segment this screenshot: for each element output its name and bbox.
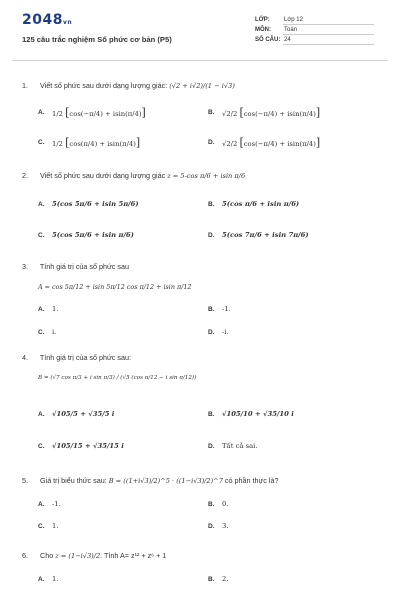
question-formula: (√2 + i√2)/(1 − i√3): [169, 82, 235, 90]
question-text-after: . Tính A= z¹² + z⁶ + 1: [100, 551, 167, 560]
option-a[interactable]: [38, 106, 146, 119]
option-value: √2/2 [cos(−π/4) + isin(π/4)]: [222, 106, 321, 119]
option-c[interactable]: [38, 442, 124, 450]
exam-meta: [255, 15, 374, 45]
site-logo[interactable]: [22, 12, 72, 28]
meta-row-class: [255, 15, 374, 25]
question-number: 3.: [22, 262, 28, 271]
option-value: √105/5 + √35/5 i: [52, 410, 115, 418]
option-letter: D.: [208, 139, 215, 146]
option-b[interactable]: [208, 575, 229, 583]
question-2: [22, 171, 245, 180]
meta-row-subject: [255, 25, 374, 35]
option-value: 1.: [52, 522, 59, 530]
option-letter: C.: [38, 231, 45, 239]
option-arg: π/4: [302, 110, 314, 118]
question-formula: B = (√7 cos π/3 + i sin π/3) / (√5 (cos π/12 − i sin π/12)): [38, 375, 197, 381]
question-3: [22, 262, 129, 271]
option-arg: 7π/6: [244, 231, 262, 239]
option-d[interactable]: [208, 136, 320, 149]
question-5: [22, 476, 278, 485]
meta-key: MÔN:: [255, 27, 271, 33]
option-letter: C.: [38, 139, 45, 146]
option-a[interactable]: [38, 410, 114, 418]
option-arg: π/4: [127, 110, 139, 118]
option-arg: 7π/6: [288, 231, 306, 239]
option-letter: B.: [208, 575, 215, 583]
meta-key: LỚP:: [255, 17, 270, 23]
option-value: 5(cos 5π/6 + isin π/6): [52, 231, 134, 239]
page-title: 125 câu trắc nghiệm Số phức cơ bản (P5): [22, 35, 172, 44]
option-b[interactable]: [208, 200, 299, 208]
option-arg: π/4: [302, 140, 314, 148]
question-text: Tính giá trị của số phức sau: [39, 262, 129, 271]
option-c[interactable]: [38, 136, 140, 149]
option-value: 5(cos 7π/6 + isin 7π/6): [222, 231, 309, 239]
question-formula: z = 5-cos π/6 + isin π/6: [167, 172, 246, 180]
option-a[interactable]: [38, 305, 59, 313]
option-letter: D.: [208, 328, 215, 336]
meta-row-count: [255, 35, 374, 45]
question-text: Viết số phức sau dưới dạng lượng giác:: [40, 81, 168, 90]
option-arg: 5π/6: [74, 231, 92, 239]
option-d[interactable]: [208, 522, 229, 530]
option-arg: π/4: [122, 140, 134, 148]
option-letter: B.: [208, 500, 215, 508]
question-text: Tính giá trị của số phức sau:: [39, 353, 131, 362]
option-letter: B.: [208, 410, 215, 418]
option-coefficient: 1/2: [52, 140, 63, 148]
option-value: -1.: [52, 500, 61, 508]
option-arg: −π/4: [83, 110, 101, 118]
option-letter: B.: [208, 109, 215, 116]
option-arg: −π/4: [257, 140, 275, 148]
option-value: -1.: [222, 305, 231, 313]
header-divider: [12, 60, 388, 61]
option-letter: C.: [38, 328, 45, 336]
option-arg: π/6: [244, 200, 257, 208]
option-letter: D.: [208, 231, 215, 239]
option-coefficient: √2/2: [222, 140, 238, 148]
option-value: 1/2 [cos(−π/4) + isin(π/4)]: [52, 106, 146, 119]
option-letter: A.: [38, 200, 45, 208]
option-coefficient: √2/2: [222, 110, 238, 118]
option-letter: A.: [38, 500, 45, 508]
question-formula: B = ((1+i√3)/2)^5 · ((1−i√3)/2)^7: [108, 477, 223, 485]
option-value: 1/2 [cos(π/4) + isin(π/4)]: [52, 136, 141, 149]
option-arg: 5π/6: [118, 200, 136, 208]
question-number: 1.: [22, 81, 28, 90]
question-text: Cho: [40, 551, 54, 560]
question-text: Viết số phức sau dưới dạng lượng giác: [40, 171, 166, 180]
option-c[interactable]: [38, 522, 59, 530]
meta-value: Toán: [283, 26, 374, 35]
option-arg: 5π/6: [74, 200, 92, 208]
option-letter: D.: [208, 522, 215, 530]
option-coefficient: 1/2: [52, 110, 63, 118]
option-letter: D.: [208, 442, 215, 450]
question-number: 5.: [22, 476, 28, 485]
question-number: 2.: [22, 171, 28, 180]
option-c[interactable]: [38, 231, 134, 239]
option-letter: A.: [38, 109, 45, 116]
option-letter: A.: [38, 575, 45, 583]
option-letter: A.: [38, 305, 45, 313]
option-b[interactable]: [208, 106, 320, 119]
question-1: [22, 81, 235, 90]
question-6: [22, 551, 166, 560]
option-arg: −π/4: [257, 110, 275, 118]
option-value: 3.: [222, 522, 229, 530]
question-text-after: có phần thực là?: [224, 476, 279, 485]
option-c[interactable]: [38, 328, 56, 336]
meta-key: SỐ CÂU:: [255, 37, 281, 43]
option-value: √105/15 + √35/15 i: [52, 442, 124, 450]
option-arg: π/4: [83, 140, 95, 148]
option-a[interactable]: [38, 575, 59, 583]
question-formula: A = cos 5π/12 + isin 5π/12 cos π/12 + isin π/12: [38, 283, 192, 291]
option-b[interactable]: [208, 410, 294, 418]
option-letter: B.: [208, 200, 215, 208]
option-d[interactable]: [208, 231, 309, 239]
option-letter: B.: [208, 305, 215, 313]
option-value: 5(cos 5π/6 + isin 5π/6): [52, 200, 139, 208]
option-arg: π/6: [118, 231, 131, 239]
option-value: 1.: [52, 305, 59, 313]
question-formula: z = (1−i√3)/2: [55, 552, 101, 560]
option-value: √2/2 [cos(−π/4) + isin(π/4)]: [222, 136, 321, 149]
option-a[interactable]: [38, 200, 139, 208]
question-number: 6.: [22, 551, 28, 560]
option-letter: C.: [38, 442, 45, 450]
option-b[interactable]: [208, 500, 229, 508]
option-value: -i.: [222, 328, 229, 336]
logo-text: 2048: [22, 12, 63, 28]
logo-suffix: vn: [62, 19, 73, 26]
question-text: Giá trị biểu thức sau:: [40, 476, 107, 485]
option-letter: A.: [38, 410, 45, 418]
option-d[interactable]: [208, 442, 258, 450]
option-value: √105/10 + √35/10 i: [222, 410, 294, 418]
option-letter: C.: [38, 522, 45, 530]
option-arg: π/6: [283, 200, 296, 208]
option-value: Tất cả sai.: [222, 442, 258, 450]
question-4: [22, 353, 131, 362]
option-value: 5(cos π/6 + isin π/6): [222, 200, 300, 208]
option-value: 2.: [222, 575, 229, 583]
option-b[interactable]: [208, 305, 231, 313]
option-value: i.: [52, 328, 57, 336]
option-a[interactable]: [38, 500, 61, 508]
option-d[interactable]: [208, 328, 229, 336]
meta-value: 24: [283, 36, 374, 45]
option-value: 0.: [222, 500, 229, 508]
meta-value: Lớp 12: [283, 16, 374, 25]
option-value: 1.: [52, 575, 59, 583]
question-number: 4.: [22, 353, 28, 362]
